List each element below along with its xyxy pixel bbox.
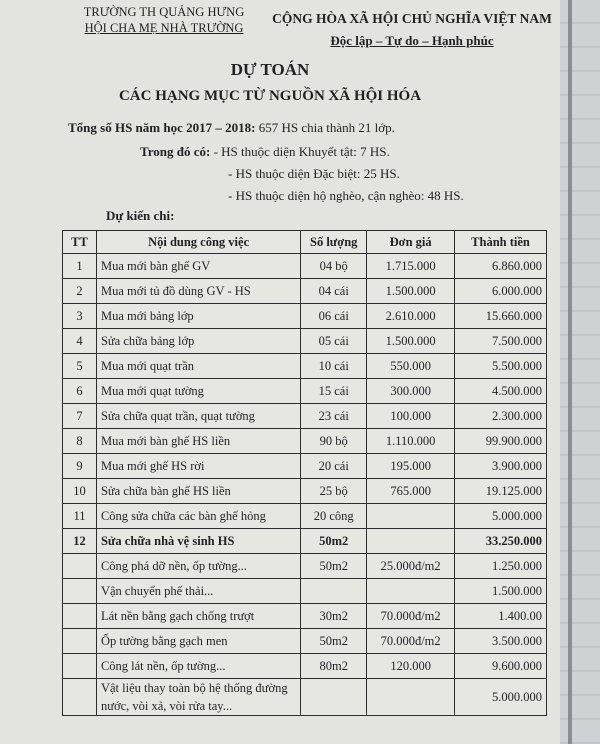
row-qty: 30m2: [301, 604, 367, 629]
row-content: Mua mới bảng lớp: [96, 304, 300, 329]
row-total: 3.900.000: [455, 454, 547, 479]
among-label: Trong đó có:: [140, 144, 211, 159]
row-price: 70.000đ/m2: [367, 604, 455, 629]
row-content: Mua mới bàn ghế GV: [96, 254, 300, 279]
table-row: [63, 454, 547, 479]
table-row: [63, 604, 547, 629]
row-total: 7.500.000: [455, 329, 547, 354]
row-qty: 20 cái: [301, 454, 367, 479]
row-total: 5.000.000: [455, 504, 547, 529]
school-name: TRƯỜNG TH QUẢNG HƯNG: [83, 5, 245, 19]
row-price: 550.000: [367, 354, 455, 379]
row-price: [367, 504, 455, 529]
row-total: 6.860.000: [455, 254, 547, 279]
row-qty: 50m2: [301, 629, 367, 654]
row-content: Ốp tường bằng gạch men: [96, 629, 300, 654]
total-students-line: [68, 120, 395, 136]
row-total: 33.250.000: [455, 529, 547, 554]
row-total: 5.000.000: [455, 679, 547, 716]
header-content: Nội dung công việc: [96, 231, 300, 254]
row-tt: 4: [63, 329, 97, 354]
row-content: Vật liệu thay toàn bộ hệ thống đường nước, vòi xả, vòi rửa tay...: [96, 679, 300, 716]
row-total: 6.000.000: [455, 279, 547, 304]
row-price: 1.500.000: [367, 329, 455, 354]
table-row: [63, 579, 547, 604]
row-total: 1.500.000: [455, 579, 547, 604]
row-total: 1.400.00: [455, 604, 547, 629]
table-row: [63, 529, 547, 554]
row-qty: 04 cái: [301, 279, 367, 304]
row-price: 25.000đ/m2: [367, 554, 455, 579]
row-qty: 05 cái: [301, 329, 367, 354]
national-header: [262, 8, 560, 52]
row-qty: 80m2: [301, 654, 367, 679]
row-content: Mua mới bàn ghế HS liền: [96, 429, 300, 454]
row-qty: 90 bộ: [301, 429, 367, 454]
row-total: 1.250.000: [455, 554, 547, 579]
issuer-block: [64, 4, 264, 36]
table-row: [63, 554, 547, 579]
table-row: [63, 279, 547, 304]
row-tt: 8: [63, 429, 97, 454]
table-row: [63, 504, 547, 529]
notebook-edge: [560, 0, 600, 744]
table-header-row: [63, 231, 547, 254]
row-content: Công lát nền, ốp tường...: [96, 654, 300, 679]
header-price: Đơn giá: [367, 231, 455, 254]
row-price: 195.000: [367, 454, 455, 479]
table-row: [63, 254, 547, 279]
row-content: Lát nền bằng gạch chống trượt: [96, 604, 300, 629]
row-price: 70.000đ/m2: [367, 629, 455, 654]
total-students-value: 657 HS chia thành 21 lớp.: [258, 120, 395, 135]
document-subtitle: CÁC HẠNG MỤC TỪ NGUỒN XÃ HỘI HÓA: [118, 88, 422, 104]
row-tt: 9: [63, 454, 97, 479]
row-total: 5.500.000: [455, 354, 547, 379]
row-content: Công sửa chữa các bàn ghế hỏng: [96, 504, 300, 529]
row-price: 1.715.000: [367, 254, 455, 279]
row-content: Mua mới quạt trần: [96, 354, 300, 379]
table-row: [63, 479, 547, 504]
row-qty: [301, 679, 367, 716]
row-total: 9.600.000: [455, 654, 547, 679]
row-tt: 10: [63, 479, 97, 504]
row-tt: 12: [63, 529, 97, 554]
row-price: 100.000: [367, 404, 455, 429]
total-students-label: Tổng số HS năm học 2017 – 2018:: [68, 120, 256, 135]
row-content: Sửa chữa nhà vệ sinh HS: [96, 529, 300, 554]
header-total: Thành tiền: [455, 231, 547, 254]
disabled-students: - HS thuộc diện Khuyết tật: 7 HS.: [213, 144, 390, 159]
row-price: 120.000: [367, 654, 455, 679]
table-row: [63, 329, 547, 354]
row-price: [367, 679, 455, 716]
row-content: Sửa chữa bàn ghế HS liền: [96, 479, 300, 504]
row-price: 765.000: [367, 479, 455, 504]
special-students: - HS thuộc diện Đặc biệt: 25 HS.: [228, 166, 400, 181]
row-tt: [63, 629, 97, 654]
row-total: 19.125.000: [455, 479, 547, 504]
row-qty: 06 cái: [301, 304, 367, 329]
row-qty: 50m2: [301, 529, 367, 554]
among-line: [140, 144, 390, 160]
row-qty: 20 công: [301, 504, 367, 529]
table-row: [63, 304, 547, 329]
row-total: 3.500.000: [455, 629, 547, 654]
row-qty: 10 cái: [301, 354, 367, 379]
row-price: [367, 529, 455, 554]
row-price: 1.500.000: [367, 279, 455, 304]
table-row: [63, 379, 547, 404]
poor-students: - HS thuộc diện hộ nghèo, cận nghèo: 48 HS.: [228, 188, 464, 203]
row-tt: [63, 579, 97, 604]
row-tt: 2: [63, 279, 97, 304]
row-tt: 7: [63, 404, 97, 429]
national-motto: Độc lập – Tự do – Hạnh phúc: [330, 33, 494, 48]
row-tt: 6: [63, 379, 97, 404]
republic-name: CỘNG HÒA XÃ HỘI CHỦ NGHĨA VIỆT NAM: [272, 11, 552, 26]
table-row: [63, 354, 547, 379]
row-content: Công phá dỡ nền, ốp tường...: [96, 554, 300, 579]
row-content: Sửa chữa quạt trần, quạt tường: [96, 404, 300, 429]
table-row: [63, 629, 547, 654]
header-tt: TT: [63, 231, 97, 254]
table-row: [63, 404, 547, 429]
row-qty: 50m2: [301, 554, 367, 579]
row-tt: [63, 654, 97, 679]
plan-label: Dự kiến chi:: [106, 208, 175, 223]
header-qty: Số lượng: [301, 231, 367, 254]
row-qty: 04 bộ: [301, 254, 367, 279]
row-tt: 3: [63, 304, 97, 329]
row-qty: 15 cái: [301, 379, 367, 404]
cost-table: [62, 230, 547, 716]
binding-strip: [568, 0, 572, 744]
row-tt: 11: [63, 504, 97, 529]
row-qty: [301, 579, 367, 604]
row-tt: [63, 604, 97, 629]
row-content: Mua mới tủ đồ dùng GV - HS: [96, 279, 300, 304]
row-content: Mua mới ghế HS rời: [96, 454, 300, 479]
row-price: [367, 579, 455, 604]
row-tt: 1: [63, 254, 97, 279]
table-row: [63, 679, 547, 716]
row-tt: [63, 679, 97, 716]
row-price: 1.110.000: [367, 429, 455, 454]
row-content: Sửa chữa bảng lớp: [96, 329, 300, 354]
row-content: Vận chuyển phế thải...: [96, 579, 300, 604]
association-name: HỘI CHA MẸ NHÀ TRƯỜNG: [84, 21, 244, 35]
row-price: 2.610.000: [367, 304, 455, 329]
row-qty: 23 cái: [301, 404, 367, 429]
row-content: Mua mới quạt tường: [96, 379, 300, 404]
table-row: [63, 654, 547, 679]
row-price: 300.000: [367, 379, 455, 404]
row-total: 4.500.000: [455, 379, 547, 404]
document-title: DỰ TOÁN: [230, 60, 310, 79]
row-total: 15.660.000: [455, 304, 547, 329]
row-tt: 5: [63, 354, 97, 379]
row-total: 99.900.000: [455, 429, 547, 454]
row-tt: [63, 554, 97, 579]
row-qty: 25 bộ: [301, 479, 367, 504]
table-row: [63, 429, 547, 454]
row-total: 2.300.000: [455, 404, 547, 429]
